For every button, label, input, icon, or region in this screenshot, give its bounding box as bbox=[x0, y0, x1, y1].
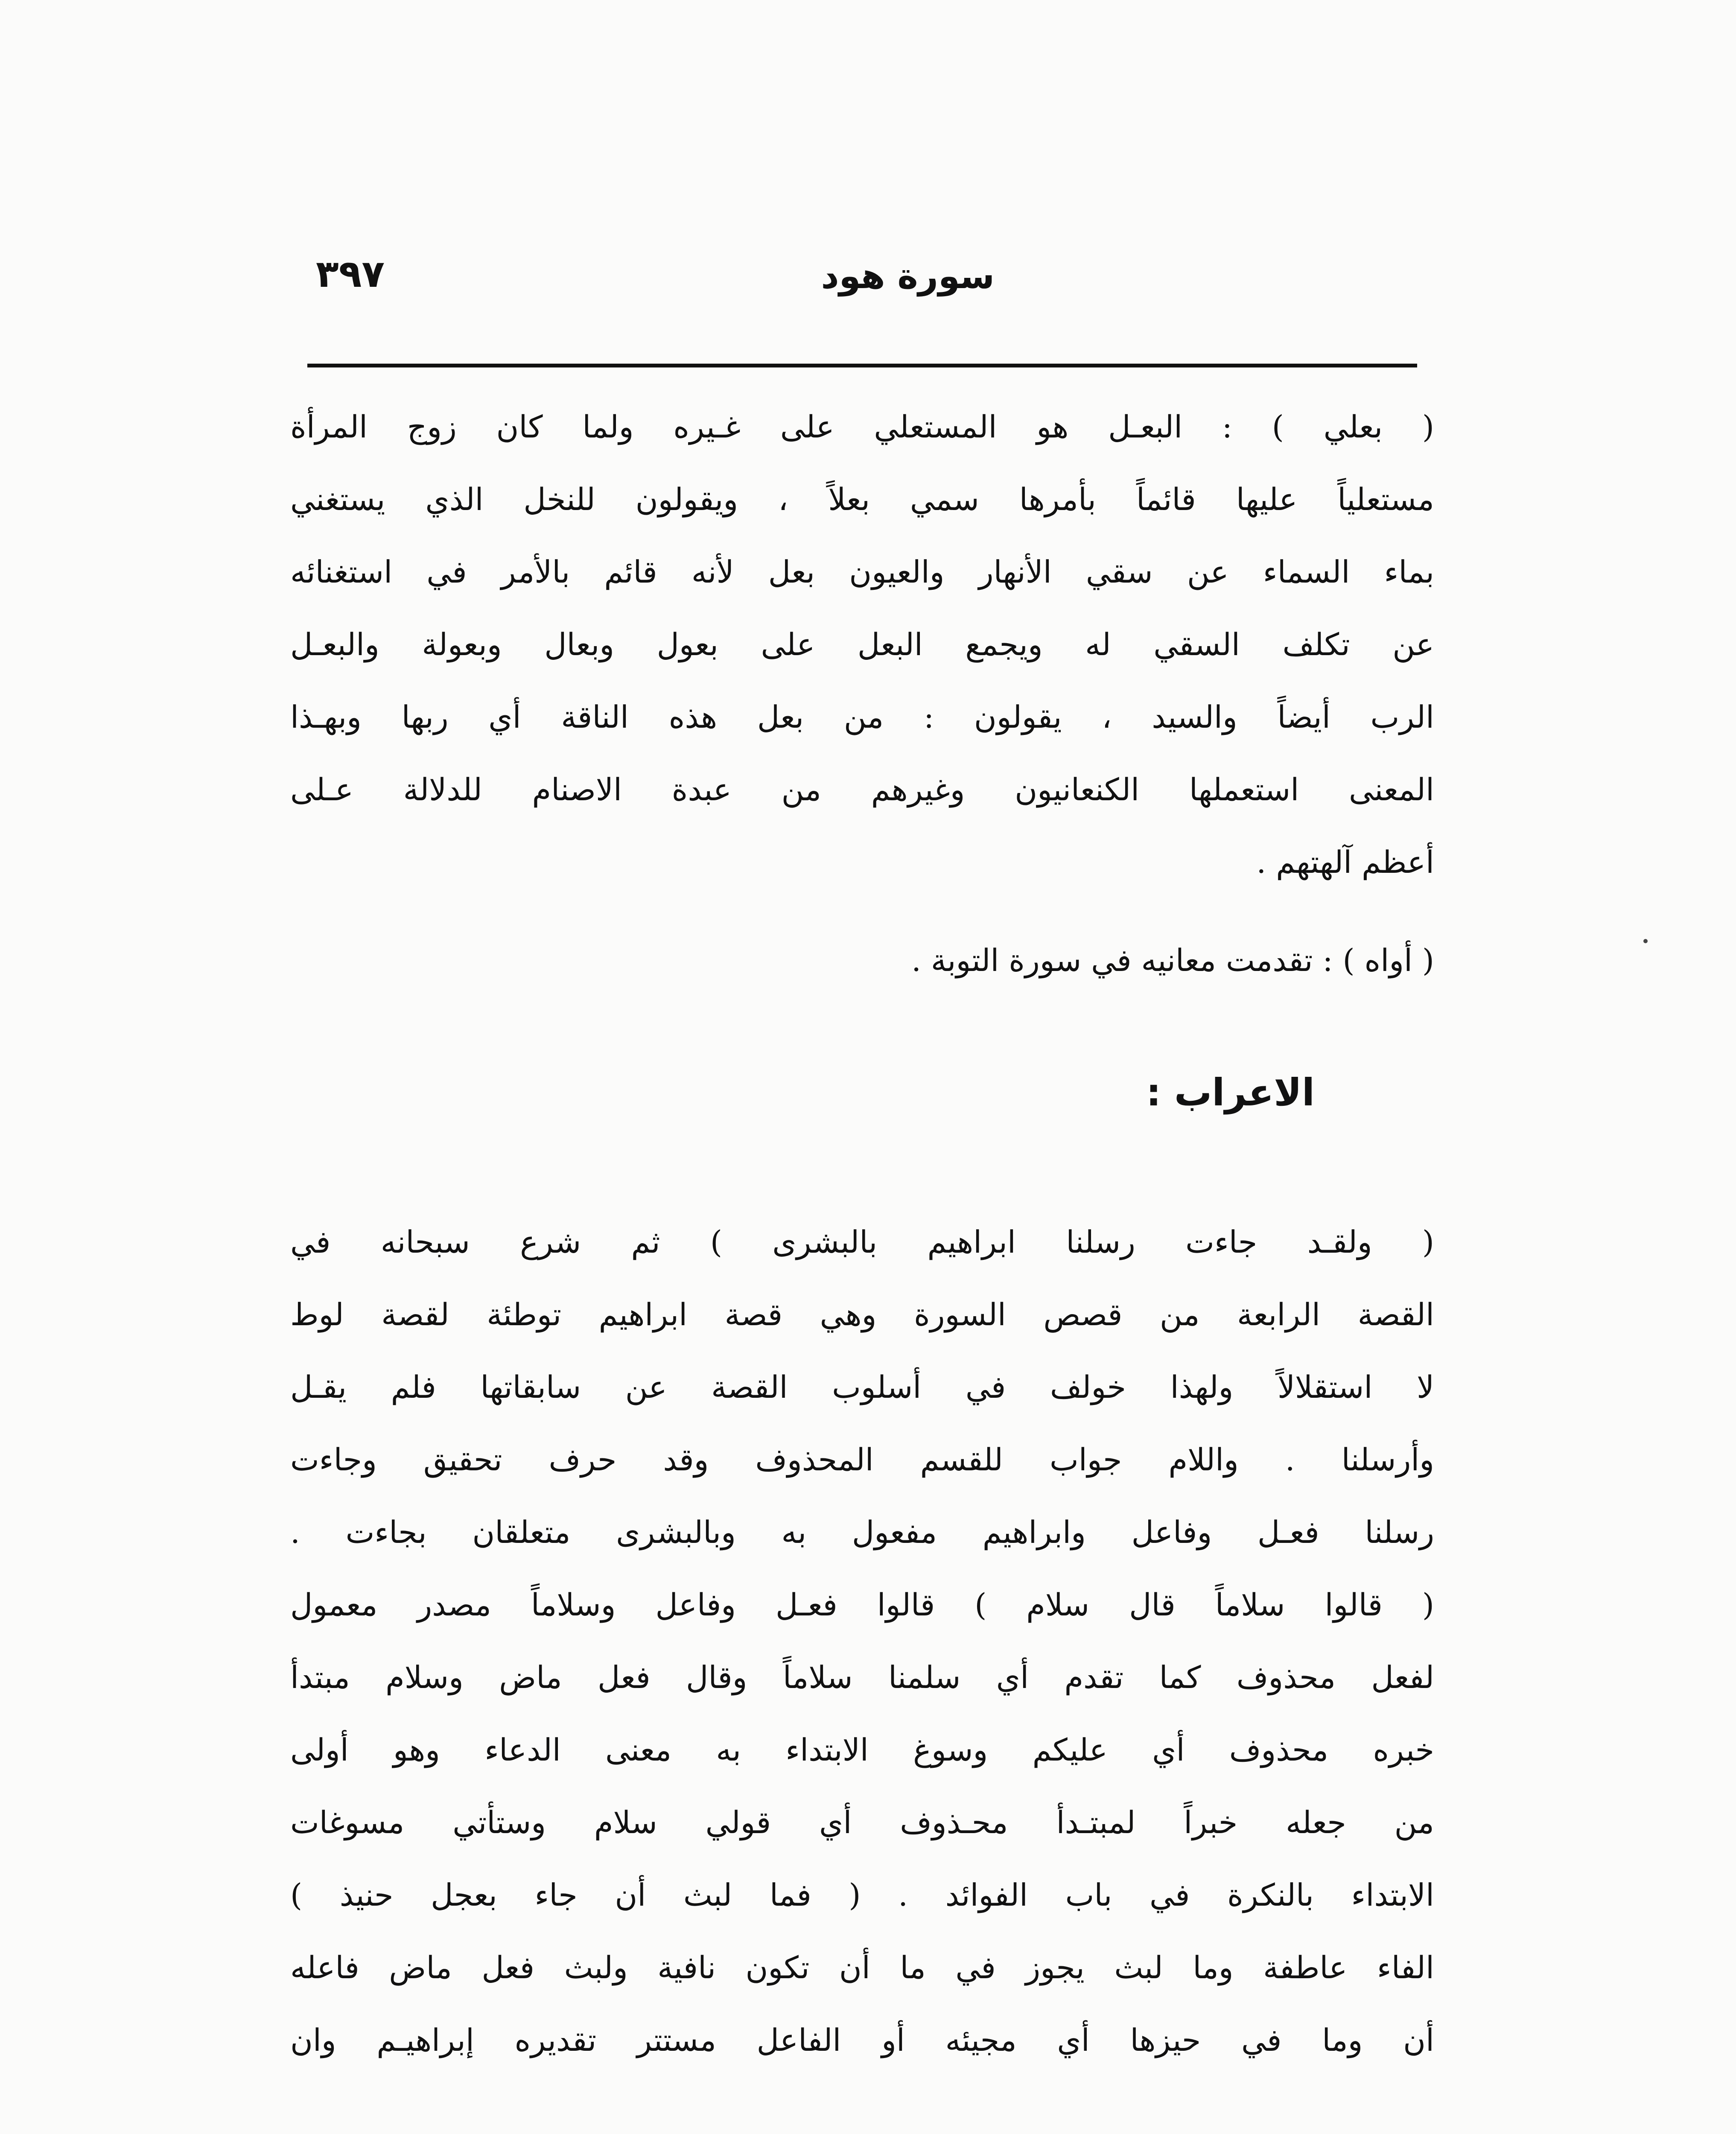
text-line: الابتداء بالنكرة في باب الفوائد . ( فما لبث أن جاء بعجل حنيذ ) bbox=[290, 1877, 1434, 1913]
text-line: لفعل محذوف كما تقدم أي سلمنا سلاماً وقال فعل ماض وسلام مبتدأ bbox=[290, 1659, 1434, 1695]
page-body bbox=[290, 391, 1434, 2076]
page-number: ٣٩٧ bbox=[316, 252, 385, 296]
text-line: الفاء عاطفة وما لبث يجوز في ما أن تكون نافية ولبث فعل ماض فاعله bbox=[290, 1950, 1434, 1985]
page-header bbox=[299, 252, 1430, 316]
text-line: رسلنا فعـل وفاعل وابراهيم مفعول به وبالبشرى متعلقان بجاءت . bbox=[290, 1514, 1434, 1550]
paragraph-baali bbox=[290, 391, 1434, 898]
text-line: من جعله خبراً لمبتـدأ محـذوف أي قولي سلام وستأتي مسوغات bbox=[290, 1805, 1434, 1840]
text-line: لا استقلالاً ولهذا خولف في أسلوب القصة عن سابقاتها فلم يقـل bbox=[290, 1369, 1434, 1405]
text-line: المعنى استعملها الكنعانيون وغيرهم من عبدة الاصنام للدلالة عـلى bbox=[290, 772, 1434, 808]
text-line: وأرسلنا . واللام جواب للقسم المحذوف وقد حرف تحقيق وجاءت bbox=[290, 1442, 1434, 1478]
text-line: أعظم آلهتهم . bbox=[1256, 844, 1434, 880]
text-line: القصة الرابعة من قصص السورة وهي قصة ابراهيم توطئة لقصة لوط bbox=[290, 1297, 1434, 1332]
header-divider bbox=[307, 364, 1417, 367]
text-line: بماء السماء عن سقي الأنهار والعيون بعل لأنه قائم بالأمر في استغنائه bbox=[290, 554, 1434, 590]
scan-speck bbox=[1643, 939, 1648, 943]
text-line: ( قالوا سلاماً قال سلام ) قالوا فعـل وفاعل وسلاماً مصدر معمول bbox=[290, 1587, 1434, 1623]
running-title: سورة هود bbox=[821, 256, 995, 297]
paragraph-awah: ( أواه ) : تقدمت معانيه في سورة التوبة . bbox=[911, 942, 1434, 978]
section-heading-irab: الاعراب : bbox=[1146, 1070, 1315, 1114]
text-line: خبره محذوف أي عليكم وسوغ الابتداء به معنى الدعاء وهو أولى bbox=[290, 1732, 1434, 1768]
paragraph-irab bbox=[290, 1206, 1434, 2076]
text-line: مستعلياً عليها قائماً بأمرها سمي بعلاً ، ويقولون للنخل الذي يستغني bbox=[290, 481, 1434, 517]
text-line: ( ولقـد جاءت رسلنا ابراهيم بالبشرى ) ثم شرع سبحانه في bbox=[290, 1224, 1435, 1260]
text-line: أن وما في حيزها أي مجيئه أو الفاعل مستتر تقديره إبراهيـم وان bbox=[290, 2022, 1434, 2058]
text-line: ( بعلي ) : البعـل هو المستعلي على غـيره ولما كان زوج المرأة bbox=[290, 409, 1434, 445]
text-line: الرب أيضاً والسيد ، يقولون : من بعل هذه الناقة أي ربها وبهـذا bbox=[290, 699, 1435, 735]
text-line: عن تكلف السقي له ويجمع البعل على بعول وبعال وبعولة والبعـل bbox=[290, 627, 1434, 662]
